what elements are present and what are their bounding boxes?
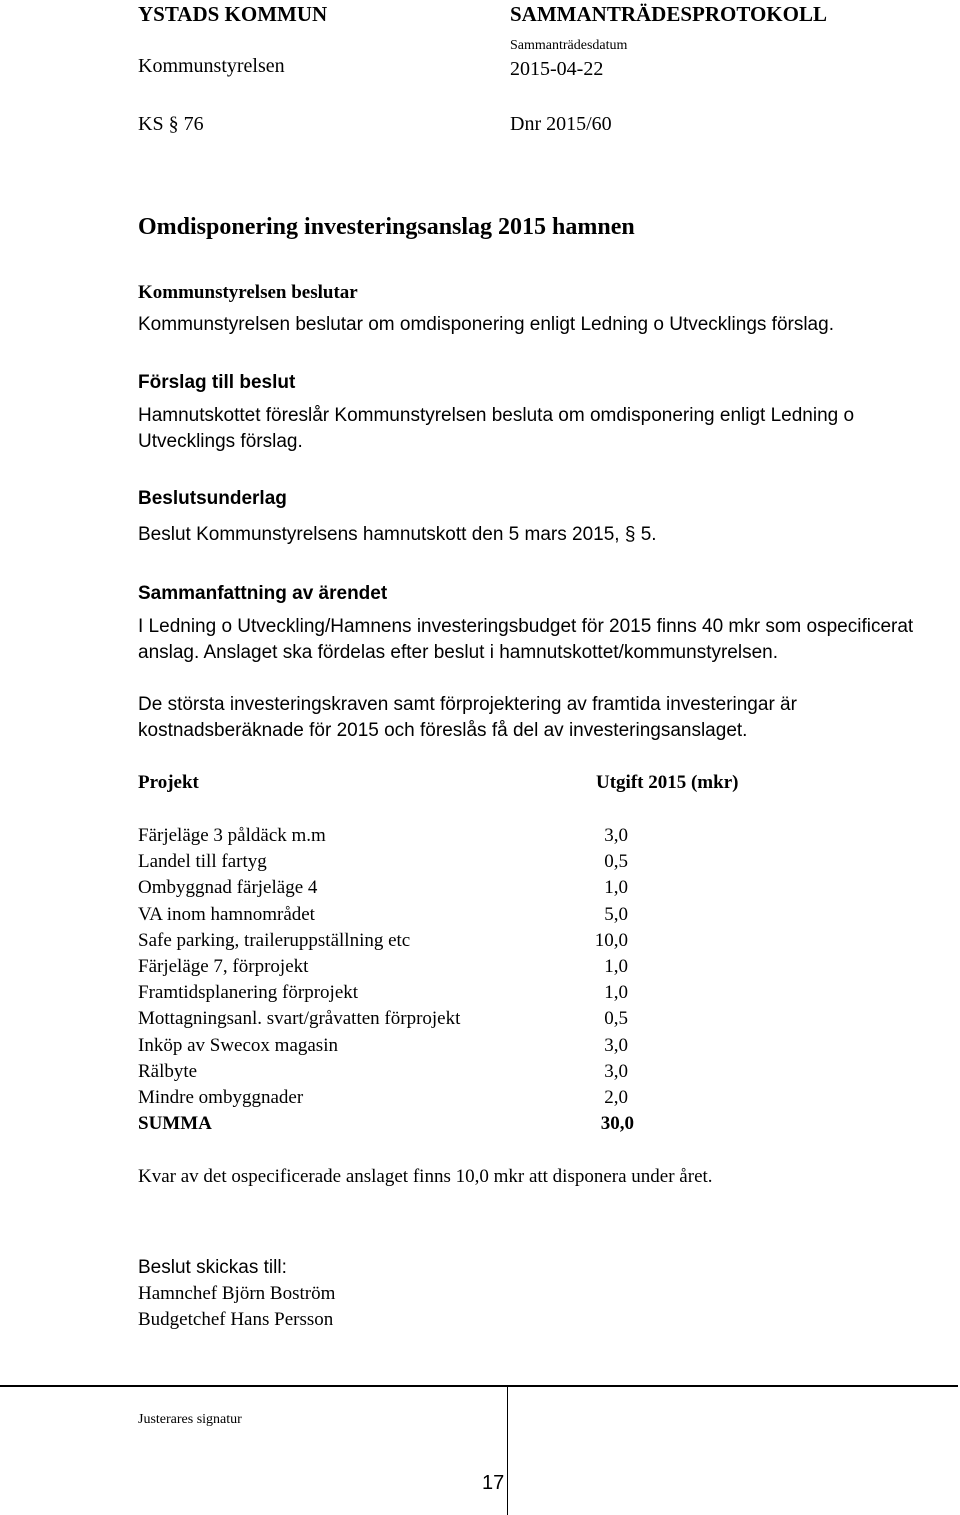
total-label: SUMMA (138, 1113, 212, 1135)
project-cost: 5,0 (604, 903, 628, 925)
basis-text: Beslut Kommunstyrelsens hamnutskott den 5 mars 2015, § 5. (138, 524, 657, 545)
project-cost: 1,0 (604, 982, 628, 1004)
committee-name: Kommunstyrelsen (138, 55, 285, 77)
summary-text: I Ledning o Utveckling/Hamnens investeringsbudget för 2015 finns 40 mkr som ospecificerat anslag. Anslaget ska fördelas efter beslut i hamnutskottet/kommunstyrelsen. (138, 616, 914, 663)
project-cost: 1,0 (604, 955, 628, 977)
table-row (138, 1059, 658, 1085)
table-row (138, 875, 658, 901)
table-row (138, 1006, 658, 1032)
project-name: Framtidsplanering förprojekt (138, 982, 359, 1004)
project-cost: 0,5 (604, 851, 628, 873)
project-name: Ombyggnad färjeläge 4 (138, 877, 318, 899)
decision-heading: Kommunstyrelsen beslutar (138, 282, 358, 303)
project-name: VA inom hamnområdet (138, 903, 315, 925)
footer-divider (0, 1385, 958, 1387)
project-name: Färjeläge 3 påldäck m.m (138, 825, 326, 846)
proposal-text: Hamnutskottet föreslår Kommunstyrelsen besluta om omdisponering enligt Ledning o Utvecklings förslag. (138, 405, 855, 452)
project-name: Färjeläge 7, förprojekt (138, 955, 309, 977)
project-cost: 0,5 (604, 1008, 628, 1030)
table-row (138, 1085, 658, 1111)
project-cost: 2,0 (604, 1086, 628, 1108)
project-name: Inköp av Swecox magasin (138, 1034, 338, 1056)
summary-text-2: De största investeringskraven samt förprojektering av framtida investeringar är kostnadsberäknade för 2015 och föreslås få del av investeringsanslaget. (138, 694, 797, 741)
decision-text: Kommunstyrelsen beslutar om omdisponering enligt Ledning o Utvecklings förslag. (138, 314, 834, 335)
remaining-note: Kvar av det ospecificerade anslaget finns 10,0 mkr att disponera under året. (138, 1166, 713, 1187)
project-name: Landel till fartyg (138, 851, 267, 873)
document-type: SAMMANTRÄDESPROTOKOLL (510, 2, 827, 26)
table-row (138, 1033, 658, 1059)
recipient: Hamnchef Björn Boström (138, 1283, 336, 1304)
cost-column-header: Utgift 2015 (mkr) (596, 772, 739, 793)
project-cost: 3,0 (604, 1034, 628, 1056)
project-cost: 3,0 (604, 825, 628, 846)
project-name: Rälbyte (138, 1060, 198, 1082)
project-table (138, 823, 658, 1137)
meeting-date: 2015-04-22 (510, 58, 604, 80)
basis-heading: Beslutsunderlag (138, 488, 287, 509)
project-name: Mottagningsanl. svart/gråvatten förprojekt (138, 1008, 461, 1030)
summary-heading: Sammanfattning av ärendet (138, 583, 388, 604)
signature-label: Justerares signatur (138, 1412, 242, 1427)
table-row (138, 928, 658, 954)
proposal-heading: Förslag till beslut (138, 372, 296, 393)
project-cost: 10,0 (594, 929, 628, 951)
municipality-name: YSTADS KOMMUN (138, 2, 328, 26)
distribution-heading: Beslut skickas till: (138, 1257, 287, 1278)
project-cost: 1,0 (604, 877, 628, 899)
project-cost: 3,0 (604, 1060, 628, 1082)
project-name: Safe parking, traileruppställning etc (138, 929, 411, 951)
page-title: Omdisponering investeringsanslag 2015 hamnen (138, 214, 635, 240)
table-total-row (138, 1111, 658, 1137)
table-row (138, 954, 658, 980)
case-paragraph: KS § 76 (138, 113, 204, 135)
total-value: 30,0 (600, 1113, 634, 1135)
table-row (138, 902, 658, 928)
project-column-header: Projekt (138, 772, 199, 793)
footer-vertical-divider (507, 1387, 508, 1515)
table-row (138, 823, 658, 849)
page-number: 17 (482, 1472, 505, 1494)
registration-number: Dnr 2015/60 (510, 113, 612, 135)
table-row (138, 849, 658, 875)
project-name: Mindre ombyggnader (138, 1086, 304, 1108)
meeting-date-label: Sammanträdesdatum (510, 38, 628, 53)
recipient: Budgetchef Hans Persson (138, 1309, 334, 1330)
table-row (138, 980, 658, 1006)
